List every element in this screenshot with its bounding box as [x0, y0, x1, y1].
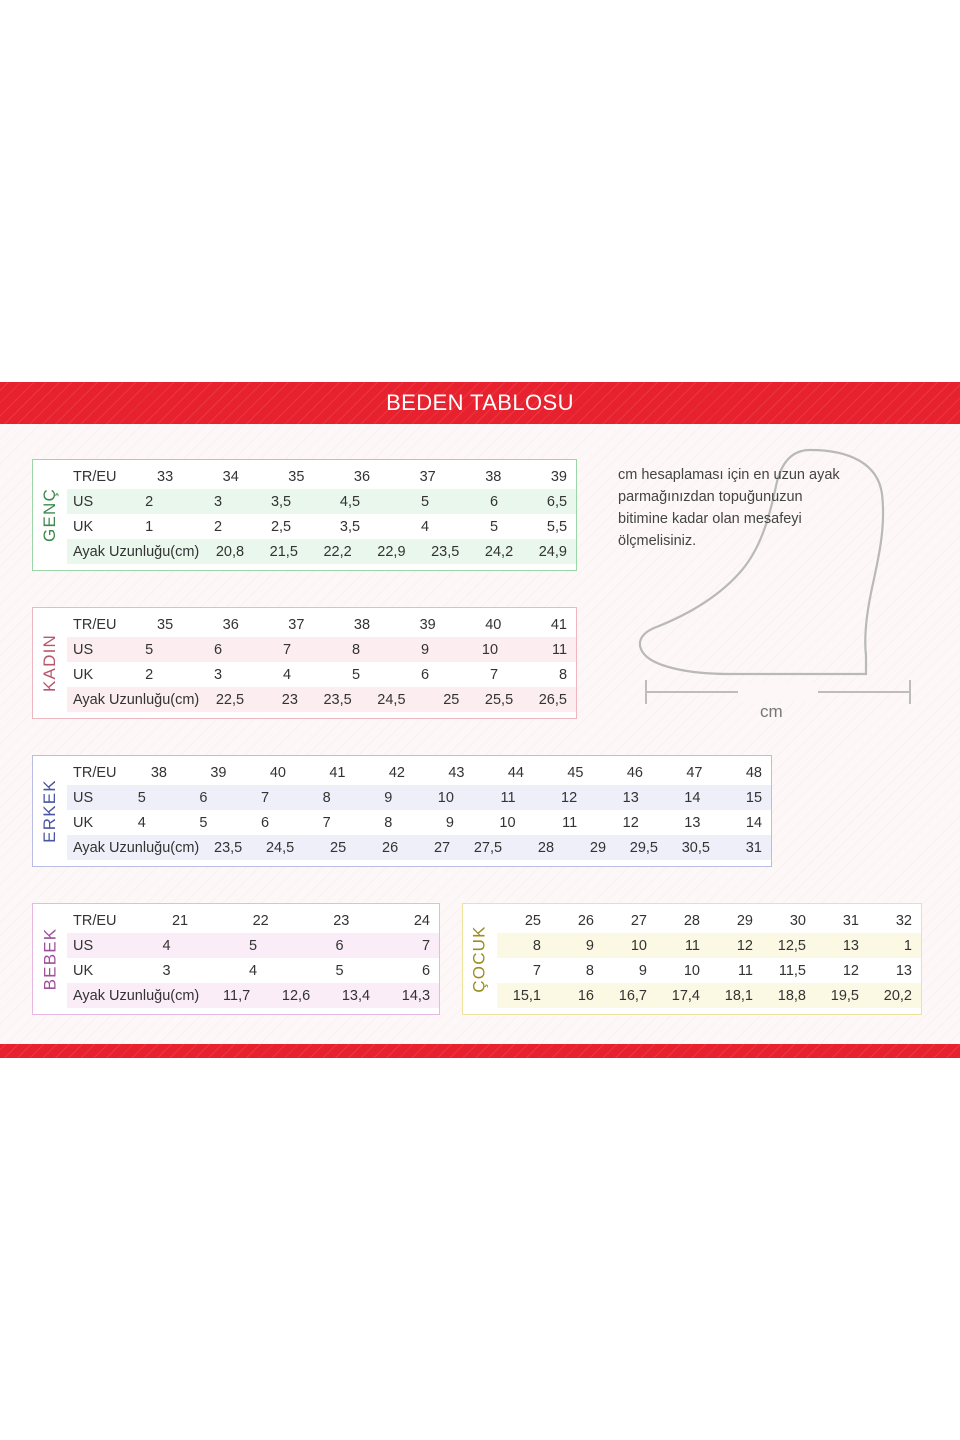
cell: 8 [352, 641, 361, 658]
cell: 11 [684, 937, 700, 954]
cell: 12 [622, 814, 639, 831]
size-table-kadin-label [33, 608, 67, 718]
cell: 18,1 [724, 987, 753, 1004]
row-label: Ayak Uzunluğu(cm) [73, 543, 200, 560]
cell: 18,8 [777, 987, 806, 1004]
row-cells [93, 494, 576, 510]
cell: 24,9 [538, 543, 567, 560]
cell: 29,5 [629, 839, 658, 856]
cell: 22,9 [377, 543, 406, 560]
cell: 24,5 [377, 691, 406, 708]
cell: 29 [589, 839, 607, 856]
cell: 45 [567, 764, 584, 781]
row-label: US [73, 493, 94, 510]
cell: 2 [214, 518, 223, 535]
size-chart-card [0, 382, 960, 1058]
cell: 6 [489, 493, 499, 510]
cell: 11 [562, 814, 578, 831]
size-table-erkek-body [67, 756, 771, 866]
cell: 4 [249, 962, 258, 979]
cell: 35 [288, 468, 305, 485]
row-label: TR/EU [73, 764, 117, 781]
cell: 6 [260, 814, 270, 831]
cell: 8 [322, 789, 331, 806]
cell: 36 [222, 616, 239, 633]
table-row [67, 785, 771, 810]
row-cells [497, 988, 921, 1004]
table-row [67, 810, 771, 835]
cell: 14,3 [401, 987, 431, 1004]
cell: 5,5 [546, 518, 568, 535]
cell: 2 [145, 666, 154, 683]
cell: 47 [686, 764, 703, 781]
measurement-note: cm hesaplaması için en uzun ayak parmağınızdan topuğunuzun bitimine kadar olan mesafeyi ölçmelisiniz. [618, 467, 840, 549]
cell: 6,5 [546, 493, 568, 510]
size-table-erkek [32, 755, 772, 867]
cell: 39 [210, 764, 227, 781]
cell: 23 [333, 912, 350, 929]
cell: 13,4 [341, 987, 371, 1004]
cell: 19,5 [830, 987, 859, 1004]
cell: 14 [684, 789, 701, 806]
row-cells [199, 988, 439, 1004]
cell: 20,2 [883, 987, 912, 1004]
row-cells [117, 765, 772, 781]
cell: 4 [421, 518, 430, 535]
table-row [67, 662, 576, 687]
cell: 27 [630, 912, 647, 929]
row-label: UK [73, 666, 94, 683]
cell: 13 [895, 962, 912, 979]
cell: 1 [145, 518, 154, 535]
cell: 11 [737, 962, 753, 979]
cell: 8 [558, 666, 568, 683]
cell: 4 [137, 814, 146, 831]
cell: 22,2 [323, 543, 352, 560]
cell: 28 [683, 912, 700, 929]
row-cells [199, 692, 576, 708]
cell: 10 [481, 641, 499, 658]
row-cells [497, 963, 921, 979]
size-table-bebek-body [67, 904, 439, 1014]
cell: 7 [532, 962, 541, 979]
cell: 25,5 [484, 691, 514, 708]
row-cells [93, 790, 771, 806]
cell: 25 [330, 839, 347, 856]
cell: 11 [500, 789, 516, 806]
cell: 17,4 [671, 987, 700, 1004]
cell: 37 [288, 616, 305, 633]
cell: 22 [252, 912, 269, 929]
row-cells [93, 938, 439, 954]
table-row [67, 983, 439, 1008]
cell: 5 [145, 641, 154, 658]
row-cells [93, 642, 576, 658]
size-table-cocuk-label [463, 904, 497, 1014]
cell: 30,5 [681, 839, 710, 856]
cell: 9 [445, 814, 454, 831]
cell: 12,6 [281, 987, 311, 1004]
size-table-genc-body [67, 460, 576, 570]
cell: 5 [137, 789, 146, 806]
table-row [67, 908, 439, 933]
cell: 34 [222, 468, 239, 485]
size-table-kadin-label-text: KADIN [40, 634, 59, 692]
size-table-bebek-label-text: BEBEK [40, 927, 60, 991]
cell: 7 [489, 666, 499, 683]
cell: 6 [199, 789, 208, 806]
size-table-genc [32, 459, 577, 571]
row-label: UK [73, 814, 94, 831]
cell: 48 [745, 764, 762, 781]
cell: 21,5 [269, 543, 298, 560]
table-row [67, 835, 771, 860]
cell: 8 [384, 814, 393, 831]
cell: 7 [421, 937, 431, 954]
footer-bar [0, 1044, 960, 1058]
cell: 37 [419, 468, 436, 485]
cell: 3,5 [270, 493, 292, 510]
row-label: US [73, 641, 94, 658]
cell: 7 [322, 814, 331, 831]
cell: 13 [684, 814, 701, 831]
table-row [67, 514, 576, 539]
cell: 4,5 [339, 493, 361, 510]
cell: 26 [382, 839, 399, 856]
cell: 40 [269, 764, 286, 781]
table-row [67, 489, 576, 514]
cell: 39 [419, 616, 436, 633]
table-row [67, 464, 576, 489]
cell: 14 [745, 814, 763, 831]
cell: 24,5 [265, 839, 295, 856]
cell: 9 [638, 962, 647, 979]
cell: 9 [585, 937, 594, 954]
size-table-cocuk-label-text: ÇOCUK [470, 925, 489, 993]
table-row [67, 933, 439, 958]
row-cells [93, 519, 576, 535]
cell: 3 [214, 666, 223, 683]
cell: 7 [260, 789, 270, 806]
cell: 16 [577, 987, 594, 1004]
cell: 16,7 [618, 987, 647, 1004]
cell: 10 [437, 789, 454, 806]
cell: 7 [283, 641, 292, 658]
row-label: Ayak Uzunluğu(cm) [73, 987, 200, 1004]
size-table-erkek-label [33, 756, 67, 866]
row-label: US [73, 937, 94, 954]
cell: 10 [499, 814, 516, 831]
size-table-bebek-label [33, 904, 67, 1014]
cell: 5 [352, 666, 361, 683]
cell: 13 [842, 937, 859, 954]
size-table-genc-label [33, 460, 67, 570]
cell: 28 [537, 839, 555, 856]
size-table-erkek-label-text: ERKEK [40, 779, 60, 843]
cell: 36 [353, 468, 371, 485]
cell: 12 [736, 937, 753, 954]
size-table-bebek [32, 903, 440, 1015]
cell: 25 [524, 912, 541, 929]
cell: 44 [507, 764, 524, 781]
row-cells [117, 617, 577, 633]
cell: 11 [551, 641, 568, 658]
cell: 23 [281, 691, 298, 708]
cell: 38 [150, 764, 167, 781]
cell: 4 [283, 666, 292, 683]
cell: 24,2 [484, 543, 514, 560]
table-row [497, 933, 921, 958]
cell: 8 [532, 937, 541, 954]
cell: 30 [789, 912, 806, 929]
measure-unit-label: cm [760, 702, 783, 721]
cell: 3 [162, 962, 171, 979]
row-cells [497, 938, 921, 954]
cell: 11,5 [778, 962, 806, 979]
cell: 46 [626, 764, 643, 781]
cell: 22,5 [215, 691, 245, 708]
cell: 23,5 [431, 543, 460, 560]
table-row [67, 687, 576, 712]
cell: 6 [421, 962, 431, 979]
cell: 15,1 [512, 987, 541, 1004]
cell: 4 [162, 937, 171, 954]
cell: 2,5 [270, 518, 292, 535]
cell: 39 [550, 468, 567, 485]
cell: 10 [683, 962, 700, 979]
table-row [67, 958, 439, 983]
cell: 3 [214, 493, 223, 510]
cell: 5 [199, 814, 208, 831]
cell: 27,5 [473, 839, 503, 856]
row-cells [93, 963, 439, 979]
cell: 10 [630, 937, 647, 954]
cell: 12 [561, 789, 578, 806]
row-cells [199, 544, 576, 560]
size-table-kadin-body [67, 608, 576, 718]
table-row [67, 637, 576, 662]
row-cells [117, 913, 440, 929]
cell: 27 [433, 839, 451, 856]
cell: 5 [249, 937, 258, 954]
size-table-cocuk-body [497, 904, 921, 1014]
table-row [67, 760, 771, 785]
cell: 40 [485, 616, 502, 633]
cell: 26,5 [538, 691, 567, 708]
row-label: Ayak Uzunluğu(cm) [73, 839, 200, 856]
cell: 11,7 [223, 987, 251, 1004]
cell: 9 [421, 641, 430, 658]
cell: 29 [736, 912, 753, 929]
size-table-cocuk [462, 903, 922, 1015]
row-label: TR/EU [73, 468, 117, 485]
row-label: Ayak Uzunluğu(cm) [73, 691, 200, 708]
cell: 12 [842, 962, 859, 979]
cell: 23,5 [323, 691, 352, 708]
cell: 1 [903, 937, 912, 954]
table-row [67, 612, 576, 637]
cell: 32 [895, 912, 912, 929]
page-title: BEDEN TABLOSU [386, 390, 574, 415]
cell: 26 [577, 912, 594, 929]
cell: 31 [745, 839, 762, 856]
cell: 23,5 [214, 839, 243, 856]
row-cells [497, 913, 921, 929]
cell: 21 [171, 912, 189, 929]
cell: 12,5 [777, 937, 806, 954]
size-table-kadin [32, 607, 577, 719]
row-label: TR/EU [73, 912, 117, 929]
cell: 6 [214, 641, 223, 658]
row-label: TR/EU [73, 616, 117, 633]
row-label: UK [73, 962, 94, 979]
row-label: US [73, 789, 94, 806]
cell: 9 [384, 789, 393, 806]
cell: 15 [745, 789, 763, 806]
cell: 41 [550, 616, 567, 633]
cell: 13 [622, 789, 639, 806]
cell: 8 [585, 962, 594, 979]
row-label: UK [73, 518, 94, 535]
cell: 35 [157, 616, 174, 633]
cell: 43 [448, 764, 465, 781]
table-row [67, 539, 576, 564]
row-cells [117, 469, 577, 485]
table-row [497, 958, 921, 983]
cell: 38 [353, 616, 371, 633]
cell: 25 [443, 691, 460, 708]
cell: 33 [157, 468, 174, 485]
table-row [497, 983, 921, 1008]
cell: 31 [842, 912, 859, 929]
cell: 5 [421, 493, 430, 510]
row-cells [93, 815, 771, 831]
cell: 38 [485, 468, 502, 485]
cell: 5 [489, 518, 499, 535]
row-cells [199, 840, 771, 856]
cell: 24 [413, 912, 430, 929]
row-cells [93, 667, 576, 683]
cell: 42 [388, 764, 405, 781]
cell: 6 [421, 666, 430, 683]
cell: 3,5 [339, 518, 361, 535]
size-table-genc-label-text: GENÇ [40, 488, 60, 542]
cell: 6 [335, 937, 344, 954]
cell: 20,8 [215, 543, 245, 560]
cell: 5 [335, 962, 344, 979]
cell: 2 [145, 493, 154, 510]
cell: 41 [329, 764, 346, 781]
table-row [497, 908, 921, 933]
